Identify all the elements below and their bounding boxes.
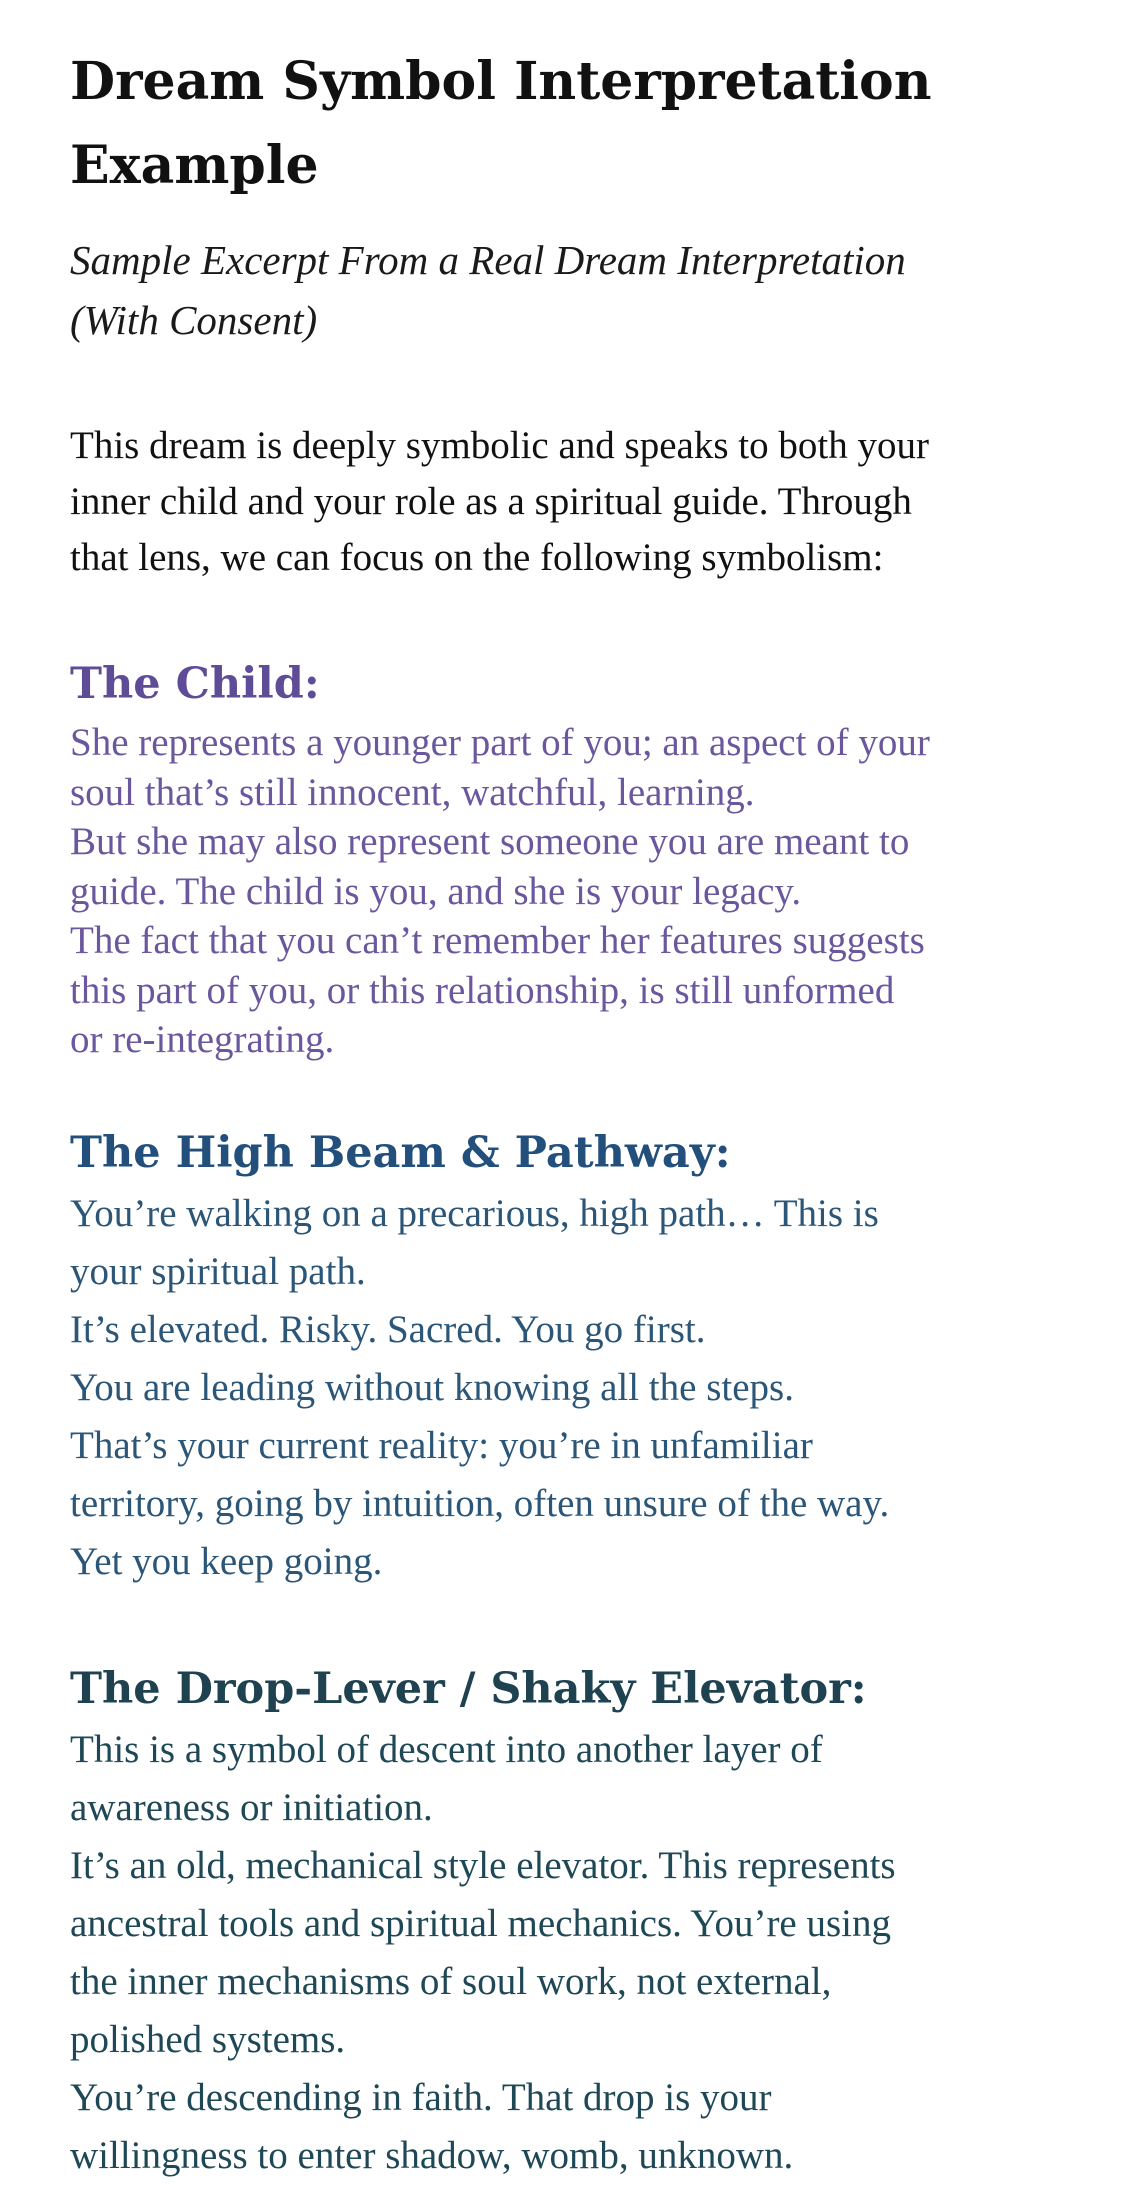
body-line: It’s elevated. Risky. Sacred. You go first. [70,1307,706,1351]
body-line: your spiritual path. [70,1249,366,1293]
body-line: territory, going by intuition, often unsure of the way. [70,1481,890,1525]
intro-line: This dream is deeply symbolic and speaks to both your [70,424,929,467]
title-line: Dream Symbol Interpretation [70,51,932,112]
section-drop-lever-elevator [70,1659,1090,2185]
document-subtitle [70,230,1090,350]
body-line: You are leading without knowing all the steps. [70,1365,794,1409]
body-line: or re-integrating. [70,1018,335,1061]
section-heading: The Drop-Lever / Shaky Elevator: [70,1663,867,1714]
section-high-beam-pathway [70,1123,1090,1591]
body-line: polished systems. [70,2017,346,2061]
intro-line: that lens, we can focus on the following symbolism: [70,536,884,579]
section-body [70,1721,1090,2185]
body-line: this part of you, or this relationship, is still unformed [70,968,895,1012]
document-title [70,40,1090,208]
intro-paragraph [70,418,1090,586]
body-line: This is a symbol of descent into another layer of [70,1727,823,1771]
body-line: guide. The child is you, and she is your legacy. [70,869,802,913]
section-heading: The Child: [70,659,320,709]
section-body [70,718,1090,1065]
title-line: Example [70,135,319,196]
body-line: That’s your current reality: you’re in unfamiliar [70,1423,813,1467]
body-line: Yet you keep going. [70,1539,383,1583]
body-line: She represents a younger part of you; an aspect of your [70,721,930,764]
body-line: You’re descending in faith. That drop is your [70,2075,772,2119]
body-line: You’re walking on a precarious, high path… This is [70,1191,879,1235]
section-heading: The High Beam & Pathway: [70,1127,731,1178]
body-line: ancestral tools and spiritual mechanics. You’re using [70,1901,891,1945]
subtitle-line: (With Consent) [70,297,318,343]
body-line: But she may also represent someone you are meant to [70,820,910,863]
body-line: the inner mechanisms of soul work, not external, [70,1959,832,2003]
body-line: The fact that you can’t remember her features suggests [70,919,925,962]
body-line: soul that’s still innocent, watchful, learning. [70,770,755,814]
body-line: willingness to enter shadow, womb, unknown. [70,2133,794,2177]
body-line: It’s an old, mechanical style elevator. This represents [70,1843,896,1887]
intro-line: inner child and your role as a spiritual guide. Through [70,480,912,523]
section-body [70,1185,1090,1591]
document-page [70,40,1090,2185]
body-line: awareness or initiation. [70,1785,433,1829]
section-the-child [70,654,1090,1065]
subtitle-line: Sample Excerpt From a Real Dream Interpretation [70,237,906,283]
